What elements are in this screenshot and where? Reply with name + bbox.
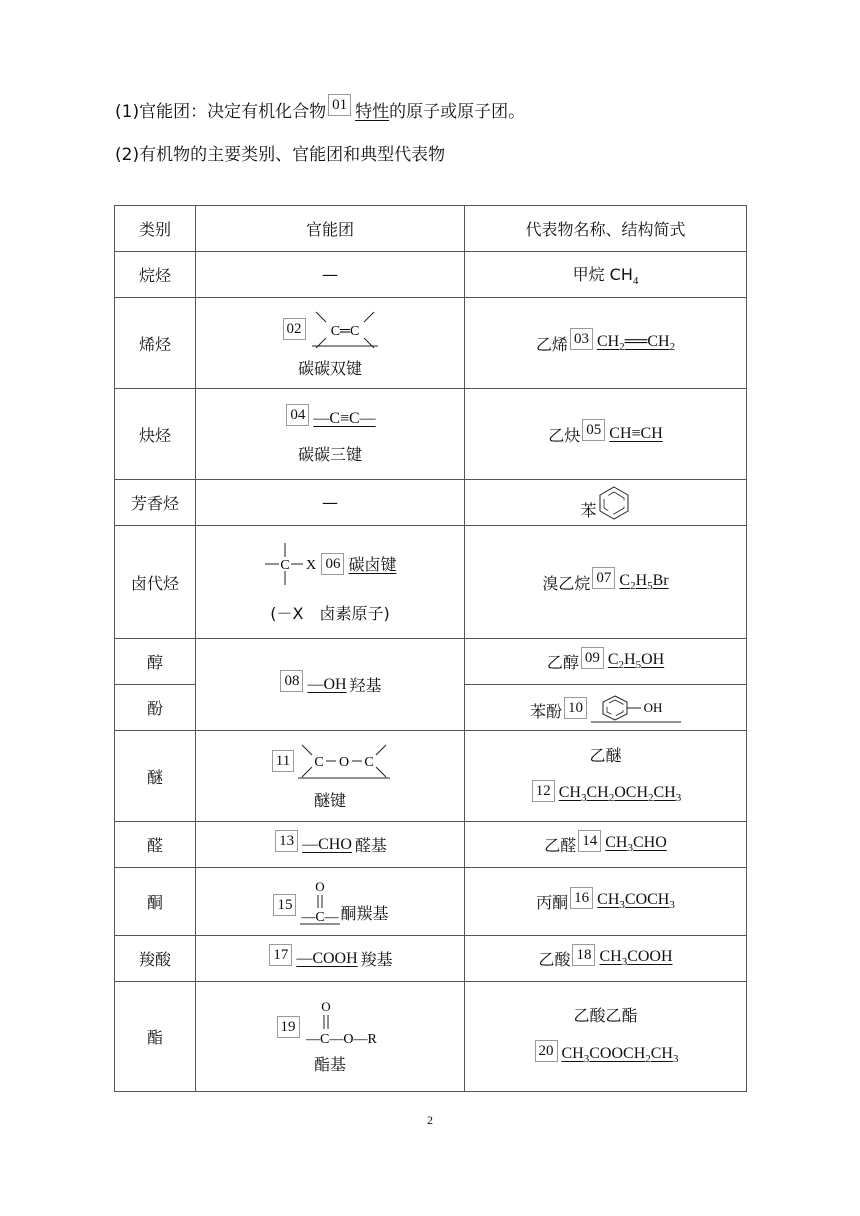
group-note: (－X 卤素原子) <box>270 603 390 623</box>
group-name: 酮羰基 <box>340 904 389 923</box>
rep-cell <box>465 822 747 868</box>
group-cell: — <box>196 252 465 298</box>
rep-cell <box>465 480 747 526</box>
category-cell: 醚 <box>115 731 196 822</box>
rep-answer: $C_2H_5Br$ <box>619 571 669 593</box>
rep-subscript: 4 <box>632 275 639 288</box>
group-cell <box>196 389 465 480</box>
rep-cell <box>465 526 747 639</box>
svg-text:C: C <box>314 754 324 770</box>
page-number: 2 <box>427 1113 433 1127</box>
rep-cell <box>465 639 747 685</box>
group-cell-merged <box>196 639 465 731</box>
rep-name: 乙炔 <box>548 425 581 445</box>
svg-text:O: O <box>320 999 331 1014</box>
rep-cell <box>465 252 747 298</box>
intro-text-after: 的原子或原子团。 <box>389 101 526 122</box>
group-answer: —C≡C— <box>313 409 376 427</box>
group-cell <box>196 868 465 936</box>
svg-text:C: C <box>364 754 374 770</box>
group-name: 酯基 <box>313 1055 346 1074</box>
group-cell <box>196 526 465 639</box>
blank-number-badge: 14 <box>578 830 601 852</box>
rep-name: 乙酸乙酯 <box>573 1006 638 1025</box>
blank-number-badge: 12 <box>532 780 555 802</box>
ether-structure-icon <box>298 742 390 780</box>
rep-answer: $CH_3CHO$ <box>605 834 667 855</box>
blank-number-badge: 11 <box>272 750 294 772</box>
table-row <box>115 982 747 1092</box>
rep-cell <box>465 389 747 480</box>
blank-number-badge: 09 <box>581 647 604 669</box>
group-name: 羟基 <box>349 676 382 695</box>
rep-name: 丙酮 <box>536 893 569 912</box>
blank-number-badge: 07 <box>592 567 615 589</box>
group-cell <box>196 731 465 822</box>
blank-number-badge: 03 <box>570 328 593 350</box>
group-cell <box>196 982 465 1092</box>
rep-answer: $CH_3COOCH_2CH_3$ <box>561 1044 679 1066</box>
rep-answer: $CH_3COCH_3$ <box>597 891 675 912</box>
group-cell <box>196 822 465 868</box>
blank-number-badge: 06 <box>321 553 344 575</box>
category-cell: 烯烃 <box>115 298 196 389</box>
blank-number-badge: 10 <box>564 697 587 719</box>
category-cell: 酯 <box>115 982 196 1092</box>
group-cell: — <box>196 480 465 526</box>
blank-number-badge: 18 <box>572 944 595 966</box>
rep-cell <box>465 685 747 731</box>
header-functional-group: 官能团 <box>196 206 465 252</box>
svg-text:O: O <box>315 878 326 894</box>
rep-cell <box>465 936 747 982</box>
rep-answer: CH≡CH <box>609 425 663 442</box>
rep-cell <box>465 731 747 822</box>
blank-answer: 特性 <box>355 101 390 122</box>
organic-classes-table <box>114 205 747 1092</box>
rep-cell <box>465 868 747 936</box>
category-cell: 炔烃 <box>115 389 196 480</box>
group-answer: 碳卤键 <box>348 555 397 574</box>
table-row <box>115 936 747 982</box>
svg-text:X: X <box>306 557 317 573</box>
table-row <box>115 731 747 822</box>
header-category: 类别 <box>115 206 196 252</box>
rep-cell <box>465 982 747 1092</box>
svg-text:—C—: —C— <box>301 909 340 925</box>
table-row <box>115 480 747 526</box>
svg-text:O: O <box>339 754 350 770</box>
rep-name: 乙醛 <box>544 836 577 855</box>
group-answer: —OH <box>307 675 347 693</box>
table-row <box>115 389 747 480</box>
category-cell: 芳香烃 <box>115 480 196 526</box>
group-cell <box>196 298 465 389</box>
category-cell: 卤代烃 <box>115 526 196 639</box>
category-cell: 醇 <box>115 639 196 685</box>
blank-number-badge: 01 <box>328 94 351 116</box>
haloalkane-structure-icon <box>263 541 319 587</box>
blank-number-badge: 13 <box>275 830 298 852</box>
rep-name: 乙烯 <box>535 334 568 354</box>
svg-text:C: C <box>280 557 291 573</box>
category-cell: 羧酸 <box>115 936 196 982</box>
category-cell: 醛 <box>115 822 196 868</box>
group-name: 醚键 <box>313 790 346 810</box>
blank-number-badge: 04 <box>286 404 309 426</box>
rep-name: 苯 <box>580 501 597 520</box>
table-row <box>115 868 747 936</box>
ketone-structure-icon <box>300 878 340 926</box>
blank-number-badge: 19 <box>277 1016 300 1038</box>
rep-answer: $C_2H_5OH$ <box>607 651 665 672</box>
rep-name: 溴乙烷 <box>542 573 591 593</box>
svg-text:—C—O—R: —C—O—R <box>305 1032 377 1047</box>
intro-line-2: (2)有机物的主要类别、官能团和典型代表物 <box>115 144 446 165</box>
rep-answer: $CH_3COOH$ <box>599 948 673 969</box>
category-cell: 烷烃 <box>115 252 196 298</box>
blank-number-badge: 16 <box>570 887 593 909</box>
rep-name: 乙醇 <box>546 653 579 672</box>
rep-name: 乙酸 <box>538 950 571 969</box>
blank-number-badge: 08 <box>280 670 303 692</box>
category-cell: 酮 <box>115 868 196 936</box>
table-row <box>115 298 747 389</box>
rep-answer: $CH_2══CH_2$ <box>596 332 676 354</box>
svg-text:C═C: C═C <box>330 323 359 339</box>
category-cell: 酚 <box>115 685 196 731</box>
ester-structure-icon <box>304 998 386 1048</box>
benzene-ring-icon <box>597 485 631 521</box>
blank-number-badge: 05 <box>582 419 605 441</box>
rep-name: 乙醚 <box>589 745 622 765</box>
table-row <box>115 252 747 298</box>
svg-text:OH: OH <box>643 699 663 715</box>
table-row <box>115 639 747 685</box>
table-row <box>115 526 747 639</box>
alkene-structure-icon <box>310 308 380 350</box>
group-name: 碳碳双键 <box>297 358 362 378</box>
blank-number-badge: 02 <box>283 318 306 340</box>
header-representative: 代表物名称、结构简式 <box>465 206 747 252</box>
group-name: 羧基 <box>360 950 393 969</box>
blank-number-badge: 20 <box>535 1040 558 1062</box>
group-answer: —CHO <box>302 835 352 853</box>
group-answer: —COOH <box>296 949 358 967</box>
blank-number-badge: 15 <box>273 894 296 916</box>
rep-answer: $CH_3CH_2OCH_2CH_3$ <box>558 784 682 805</box>
blank-number-badge: 17 <box>269 944 292 966</box>
group-cell <box>196 936 465 982</box>
rep-name: 苯酚 <box>529 702 562 721</box>
rep-name: 甲烷 CH <box>572 264 633 284</box>
phenol-structure-icon <box>591 693 681 723</box>
table-header-row <box>115 206 747 252</box>
group-name: 醛基 <box>354 836 387 855</box>
table-row <box>115 822 747 868</box>
intro-line-1 <box>115 94 525 124</box>
intro-text-before: (1)官能团：决定有机化合物 <box>115 101 327 122</box>
group-name: 碳碳三键 <box>297 444 362 464</box>
rep-cell <box>465 298 747 389</box>
